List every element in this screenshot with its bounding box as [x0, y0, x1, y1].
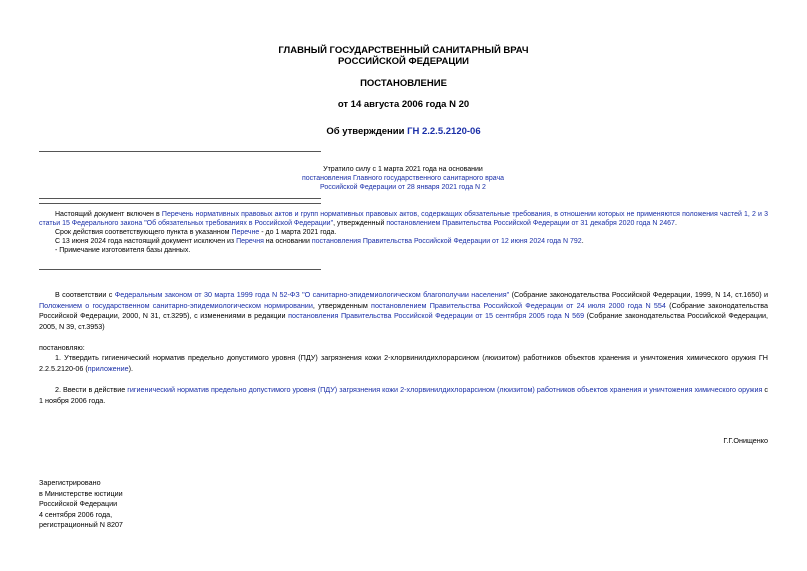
divider: [39, 269, 321, 270]
government-decree-link[interactable]: постановлением Правительства Российской Федерации от 24 июля 2000 года N 554: [371, 300, 666, 310]
inclusion-paragraph-2: [39, 228, 768, 237]
appendix-link[interactable]: приложение: [87, 363, 129, 373]
preamble: [39, 290, 768, 332]
document-date-number: от 14 августа 2006 года N 20: [337, 99, 470, 110]
document-subject: [0, 126, 807, 137]
text-span: Срок действия соответствующего пункта в указанном: [55, 229, 232, 236]
registration-line-1: Зарегистрировано: [39, 478, 101, 487]
resolve-line: постановляю:: [39, 343, 85, 352]
text-span: (Собрание законодательства Российской Федерации, 2005, N 39, ст.3953): [39, 311, 768, 331]
status-note-link-line-2[interactable]: постановления Главного государственного санитарного врача: [301, 175, 505, 182]
text-span: - до 1 марта 2021 года.: [259, 229, 337, 236]
item-2: [39, 385, 768, 406]
text-span: (Собрание законодательства Российской Федерации, 2000, N 31, ст.3295), с изменениями в редакции: [39, 300, 769, 320]
registration-line-2: в Министерстве юстиции: [39, 488, 123, 498]
status-note-link-line-3[interactable]: Российской Федерации от 28 января 2021 года N 2: [320, 184, 486, 191]
registration-block: [39, 478, 123, 531]
text-span: (Собрание законодательства Российской Федерации, 1999, N 14, ст.1650) и: [509, 290, 768, 299]
text-span: В соответствии с: [55, 290, 115, 299]
registration-line-5: регистрационный N 8207: [39, 520, 123, 529]
list-link[interactable]: Перечне: [231, 229, 260, 236]
text-span: ).: [128, 363, 134, 373]
authority-line-1: ГЛАВНЫЙ ГОСУДАРСТВЕННЫЙ САНИТАРНЫЙ ВРАЧ: [278, 45, 529, 56]
government-decree-link[interactable]: постановления Правительства Российской Федерации от 15 сентября 2005 года N 569: [288, 311, 585, 320]
government-decree-link[interactable]: постановления Правительства Российской Федерации от 12 июня 2024 года N 792: [311, 238, 582, 245]
government-decree-link[interactable]: постановлением Правительства Российской Федерации от 31 декабря 2020 года N 2467: [386, 220, 675, 227]
divider: [39, 198, 321, 199]
document-type: ПОСТАНОВЛЕНИЕ: [360, 78, 447, 89]
status-note: [200, 165, 606, 192]
text-span: .: [674, 220, 677, 227]
subject-link[interactable]: ГН 2.2.5.2120-06: [407, 126, 481, 137]
list-link[interactable]: Перечень нормативных правовых актов и групп нормативных правовых актов, содержащих обязательные требования, в отношении которых не применяются положения частей 1, 2 и 3 статьи 15 Федерального закона "Об обязательных требованиях в Российской Федерации": [39, 211, 768, 227]
text-span: С 13 июня 2024 года настоящий документ исключен из: [55, 238, 237, 245]
text-span: 2. Ввести в действие: [55, 385, 128, 394]
status-note-line-1: Утратило силу с 1 марта 2021 года на основании: [323, 166, 483, 173]
text-span: с 1 ноября 2006 года.: [39, 385, 768, 405]
inclusion-paragraph-3: [39, 237, 768, 246]
text-span: на основании: [263, 238, 312, 245]
text-span: 1. Утвердить гигиенический норматив предельно допустимого уровня (ПДУ) загрязнения кожи 2-хлорвинилдихлорарсином (люизитом) работников объектов хранения и уничтожения химического оружия ГН 2.2.5.2120-06 (: [39, 353, 768, 373]
inclusion-paragraph-1: [39, 210, 768, 228]
text-span: .: [581, 238, 584, 245]
item-1: [39, 353, 768, 374]
list-link[interactable]: Перечня: [236, 238, 264, 245]
federal-law-link[interactable]: Федеральным законом от 30 марта 1999 года N 52-ФЗ "О санитарно-эпидемиологическом благополучии населения": [114, 290, 510, 299]
authority-line-2: РОССИЙСКОЙ ФЕДЕРАЦИИ: [337, 56, 469, 67]
signature: Г.Г.Онищенко: [723, 436, 768, 445]
divider: [39, 203, 321, 204]
text-span: Настоящий документ включен в: [55, 211, 162, 218]
subject-prefix: Об утверждении: [326, 126, 408, 137]
registration-line-3: Российской Федерации: [39, 499, 118, 508]
text-span: , утвержденным: [312, 300, 372, 310]
inclusion-note: [39, 210, 768, 255]
regulation-link[interactable]: Положением о государственном санитарно-эпидемиологическом нормировании: [39, 300, 313, 310]
divider: [39, 151, 321, 152]
text-span: , утвержденный: [333, 220, 387, 227]
hygienic-standard-link[interactable]: гигиенический норматив предельно допустимого уровня (ПДУ) загрязнения кожи 2-хлорвинилдихлорарсином (люизитом) работников объектов хранения и уничтожения химического оружия: [127, 385, 763, 394]
inclusion-paragraph-4: - Примечание изготовителя базы данных.: [55, 247, 191, 254]
registration-line-4: 4 сентября 2006 года,: [39, 509, 113, 519]
